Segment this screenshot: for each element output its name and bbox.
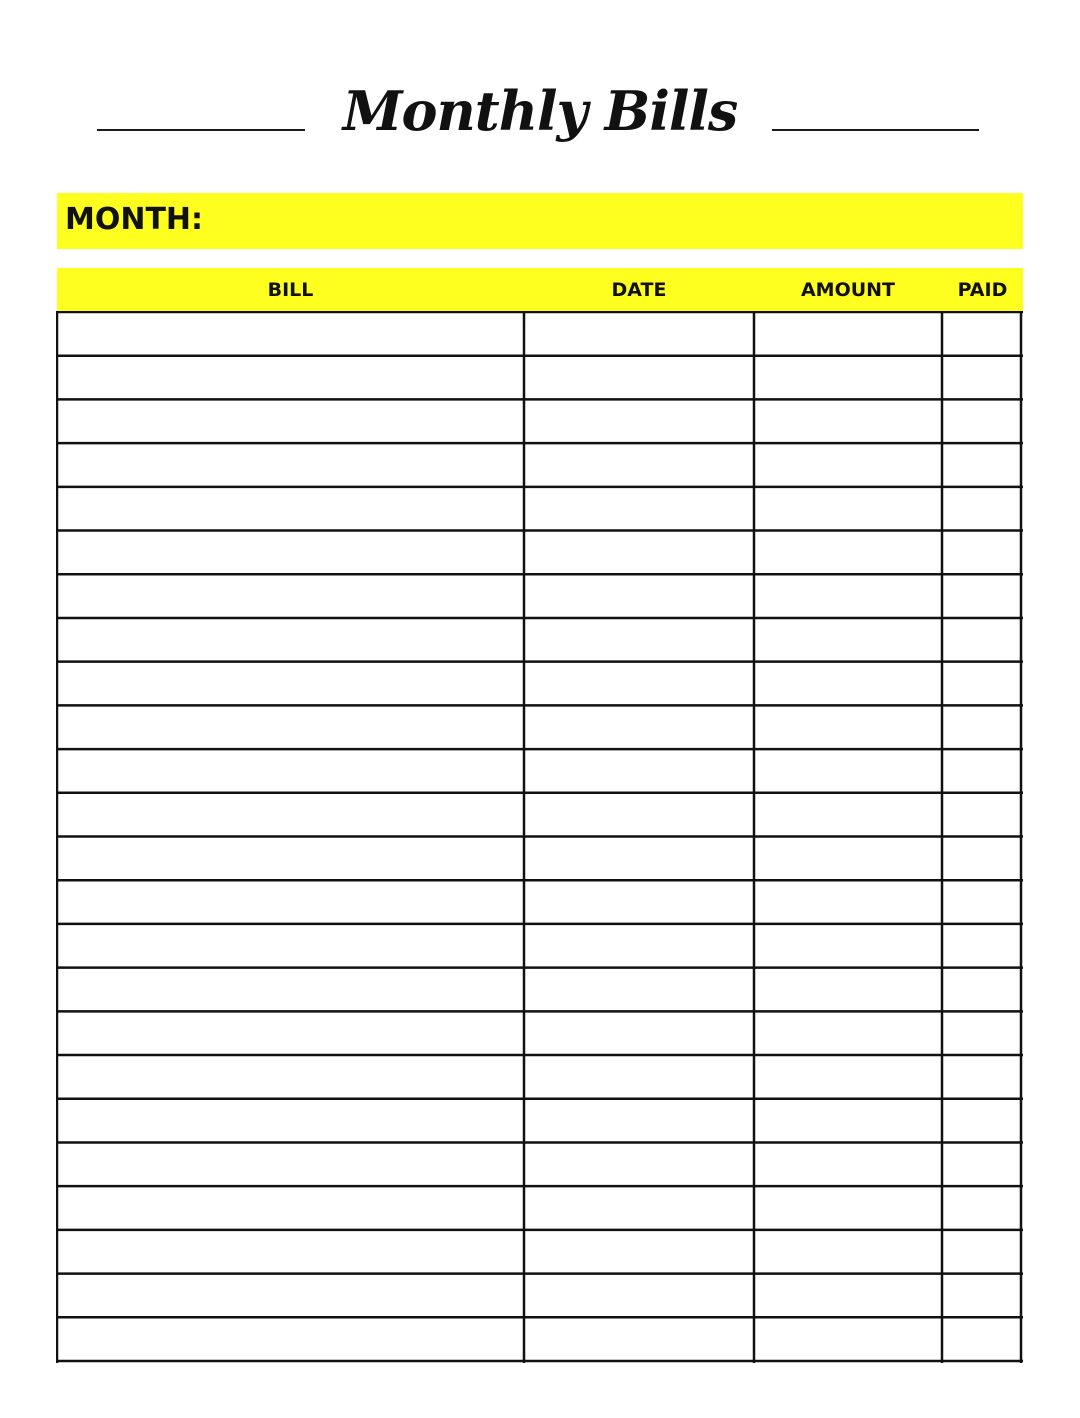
cell-amount[interactable] xyxy=(754,1011,942,1055)
cell-paid[interactable] xyxy=(942,968,1021,1012)
cell-date[interactable] xyxy=(524,1099,754,1143)
cell-bill[interactable] xyxy=(57,968,524,1012)
cell-date[interactable] xyxy=(524,399,754,443)
cell-amount[interactable] xyxy=(754,837,942,881)
cell-amount[interactable] xyxy=(754,968,942,1012)
cell-paid[interactable] xyxy=(942,443,1021,487)
cell-amount[interactable] xyxy=(754,443,942,487)
cell-amount[interactable] xyxy=(754,1317,942,1361)
title-rule-right xyxy=(772,129,979,131)
cell-bill[interactable] xyxy=(57,837,524,881)
cell-paid[interactable] xyxy=(942,837,1021,881)
cell-amount[interactable] xyxy=(754,356,942,400)
cell-paid[interactable] xyxy=(942,574,1021,618)
cell-bill[interactable] xyxy=(57,662,524,706)
cell-bill[interactable] xyxy=(57,1186,524,1230)
cell-date[interactable] xyxy=(524,1142,754,1186)
cell-date[interactable] xyxy=(524,1011,754,1055)
cell-paid[interactable] xyxy=(942,880,1021,924)
cell-paid[interactable] xyxy=(942,618,1021,662)
cell-date[interactable] xyxy=(524,443,754,487)
cell-date[interactable] xyxy=(524,1055,754,1099)
cell-paid[interactable] xyxy=(942,1274,1021,1318)
cell-amount[interactable] xyxy=(754,880,942,924)
cell-date[interactable] xyxy=(524,1317,754,1361)
cell-paid[interactable] xyxy=(942,1142,1021,1186)
cell-date[interactable] xyxy=(524,487,754,531)
cell-date[interactable] xyxy=(524,968,754,1012)
cell-date[interactable] xyxy=(524,793,754,837)
cell-bill[interactable] xyxy=(57,312,524,356)
cell-amount[interactable] xyxy=(754,1099,942,1143)
cell-bill[interactable] xyxy=(57,618,524,662)
cell-amount[interactable] xyxy=(754,399,942,443)
cell-amount[interactable] xyxy=(754,793,942,837)
cell-bill[interactable] xyxy=(57,574,524,618)
cell-bill[interactable] xyxy=(57,443,524,487)
cell-amount[interactable] xyxy=(754,1186,942,1230)
cell-date[interactable] xyxy=(524,749,754,793)
cell-amount[interactable] xyxy=(754,574,942,618)
cell-paid[interactable] xyxy=(942,487,1021,531)
cell-date[interactable] xyxy=(524,1230,754,1274)
cell-bill[interactable] xyxy=(57,749,524,793)
cell-amount[interactable] xyxy=(754,312,942,356)
cell-paid[interactable] xyxy=(942,1099,1021,1143)
cell-paid[interactable] xyxy=(942,399,1021,443)
cell-date[interactable] xyxy=(524,705,754,749)
cell-date[interactable] xyxy=(524,531,754,575)
cell-amount[interactable] xyxy=(754,749,942,793)
page-title: Monthly Bills xyxy=(342,79,738,143)
cell-date[interactable] xyxy=(524,662,754,706)
cell-amount[interactable] xyxy=(754,1142,942,1186)
cell-amount[interactable] xyxy=(754,1055,942,1099)
cell-amount[interactable] xyxy=(754,705,942,749)
cell-paid[interactable] xyxy=(942,924,1021,968)
cell-date[interactable] xyxy=(524,618,754,662)
cell-bill[interactable] xyxy=(57,1317,524,1361)
cell-paid[interactable] xyxy=(942,312,1021,356)
cell-amount[interactable] xyxy=(754,1230,942,1274)
cell-paid[interactable] xyxy=(942,1230,1021,1274)
month-bar[interactable] xyxy=(57,193,1023,249)
title-rule-left xyxy=(97,129,305,131)
cell-bill[interactable] xyxy=(57,399,524,443)
cell-bill[interactable] xyxy=(57,1055,524,1099)
cell-paid[interactable] xyxy=(942,793,1021,837)
cell-amount[interactable] xyxy=(754,1274,942,1318)
cell-date[interactable] xyxy=(524,880,754,924)
cell-bill[interactable] xyxy=(57,880,524,924)
cell-amount[interactable] xyxy=(754,531,942,575)
column-header-bill: BILL xyxy=(267,279,314,301)
cell-paid[interactable] xyxy=(942,1011,1021,1055)
cell-bill[interactable] xyxy=(57,1011,524,1055)
cell-paid[interactable] xyxy=(942,1055,1021,1099)
cell-paid[interactable] xyxy=(942,705,1021,749)
cell-bill[interactable] xyxy=(57,1274,524,1318)
cell-amount[interactable] xyxy=(754,487,942,531)
cell-bill[interactable] xyxy=(57,1099,524,1143)
column-header-amount: AMOUNT xyxy=(800,279,896,301)
cell-amount[interactable] xyxy=(754,924,942,968)
column-header-date: DATE xyxy=(611,279,667,301)
cell-bill[interactable] xyxy=(57,487,524,531)
cell-date[interactable] xyxy=(524,356,754,400)
bills-table-grid xyxy=(56,311,1023,1363)
cell-paid[interactable] xyxy=(942,749,1021,793)
cell-bill[interactable] xyxy=(57,531,524,575)
cell-paid[interactable] xyxy=(942,1186,1021,1230)
cell-bill[interactable] xyxy=(57,705,524,749)
cell-date[interactable] xyxy=(524,312,754,356)
cell-date[interactable] xyxy=(524,924,754,968)
table-header xyxy=(57,268,1023,313)
cell-date[interactable] xyxy=(524,837,754,881)
column-header-paid: PAID xyxy=(957,279,1008,301)
cell-date[interactable] xyxy=(524,1274,754,1318)
cell-paid[interactable] xyxy=(942,356,1021,400)
cell-bill[interactable] xyxy=(57,793,524,837)
cell-paid[interactable] xyxy=(942,1317,1021,1361)
cell-date[interactable] xyxy=(524,1186,754,1230)
cell-amount[interactable] xyxy=(754,618,942,662)
cell-paid[interactable] xyxy=(942,531,1021,575)
month-label: MONTH: xyxy=(65,202,204,237)
cell-date[interactable] xyxy=(524,574,754,618)
cell-amount[interactable] xyxy=(754,662,942,706)
cell-bill[interactable] xyxy=(57,1142,524,1186)
cell-bill[interactable] xyxy=(57,924,524,968)
cell-paid[interactable] xyxy=(942,662,1021,706)
cell-bill[interactable] xyxy=(57,356,524,400)
cell-bill[interactable] xyxy=(57,1230,524,1274)
